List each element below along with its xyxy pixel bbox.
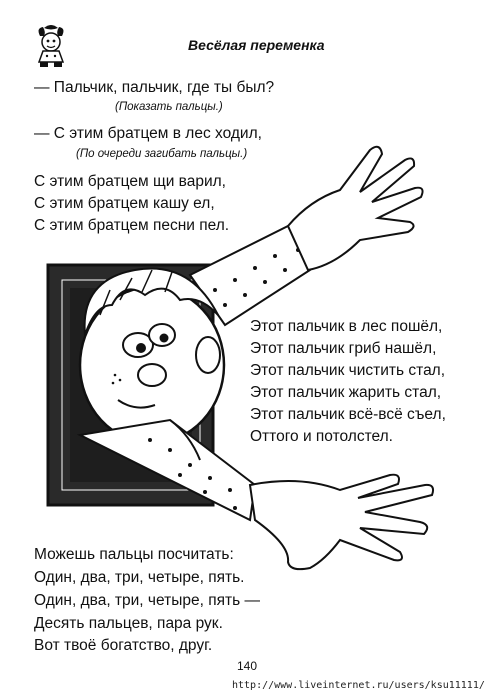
verse-note: (Показать пальцы.) xyxy=(115,101,223,113)
verse-note: (По очереди загибать пальцы.) xyxy=(76,148,248,160)
verse-line: Этот пальчик всё-всё съел, xyxy=(250,406,446,423)
verse-line: Оттого и потолстел. xyxy=(250,428,393,445)
verse-line: Этот пальчик жарить стал, xyxy=(250,384,442,401)
verse-line: — Пальчик, пальчик, где ты был? xyxy=(34,79,275,96)
verse-line: Можешь пальцы посчитать: xyxy=(34,546,234,563)
page-title: Весёлая переменка xyxy=(188,37,325,53)
jester-kid-icon xyxy=(30,22,72,70)
verse-line: Этот пальчик чистить стал, xyxy=(250,362,446,379)
verse-line: Этот пальчик в лес пошёл, xyxy=(250,318,443,335)
verse-line: Этот пальчик гриб нашёл, xyxy=(250,340,437,357)
verse-line: Один, два, три, четыре, пять — xyxy=(34,592,260,609)
verse-line: Вот твоё богатство, друг. xyxy=(34,637,213,654)
verse-line: — С этим братцем в лес ходил, xyxy=(34,125,262,142)
source-url[interactable]: http://www.liveinternet.ru/users/ksu11111/ xyxy=(232,680,485,691)
page-number: 140 xyxy=(237,659,258,673)
verse-line: Десять пальцев, пара рук. xyxy=(34,615,223,632)
verse-line: С этим братцем песни пел. xyxy=(34,217,230,234)
verse-line: Один, два, три, четыре, пять. xyxy=(34,569,245,586)
verse-line: С этим братцем щи варил, xyxy=(34,173,226,190)
verse-line: С этим братцем кашу ел, xyxy=(34,195,215,212)
